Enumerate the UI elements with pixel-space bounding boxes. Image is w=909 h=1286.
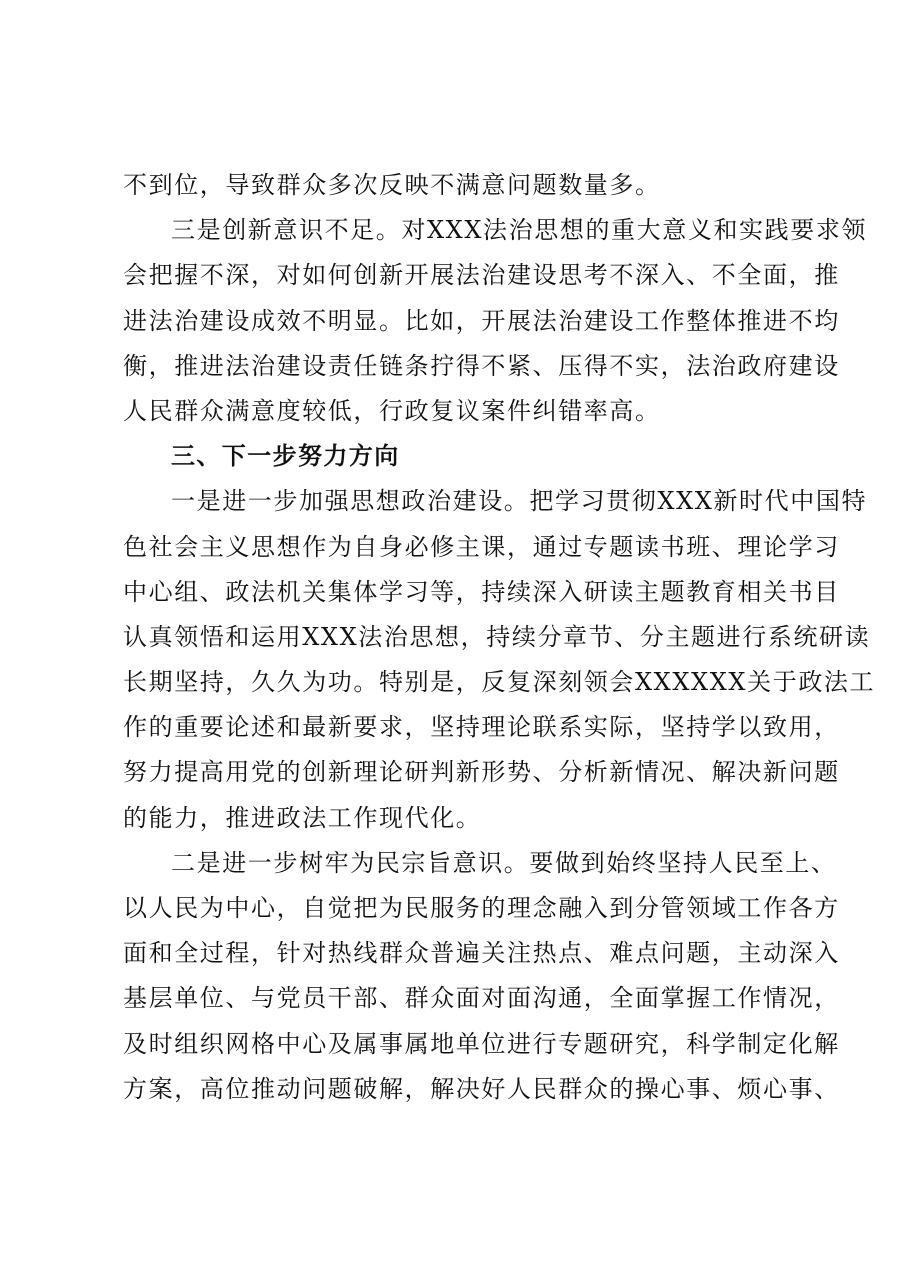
- text-line: 以人民为中心，自觉把为民服务的理念融入到分管领域工作各方: [123, 894, 840, 922]
- text-line: 努力提高用党的创新理论研判新形势、分析新情况、解决新问题: [123, 758, 840, 787]
- text-line: 会把握不深，对如何创新开展法治建设思考不深入、不全面，推: [123, 261, 840, 290]
- text-line: 色社会主义思想作为自身必修主课，通过专题读书班、理论学习: [123, 532, 840, 561]
- text-line: 及时组织网格中心及属事属地单位进行专题研究，科学制定化解: [123, 1029, 840, 1058]
- text-line: 作的重要论述和最新要求，坚持理论联系实际，坚持学以致用，: [123, 713, 840, 742]
- heading-text: 三、下一步努力方向: [171, 442, 400, 471]
- text-line: 三是创新意识不足。对XXX法治思想的重大意义和实践要求领: [171, 216, 868, 245]
- paragraph-innovation-awareness: [123, 208, 868, 434]
- text-line: 面和全过程，针对热线群众普遍关注热点、难点问题，主动深入: [123, 939, 840, 968]
- text-line: 衡，推进法治建设责任链条拧得不紧、压得不实，法治政府建设: [123, 351, 840, 380]
- text-line: 进法治建设成效不明显。比如，开展法治建设工作整体推进不均: [123, 306, 840, 335]
- text-line: 一是进一步加强思想政治建设。把学习贯彻XXX新时代中国特: [171, 487, 868, 516]
- text-line: 的能力，推进政法工作现代化。: [123, 803, 482, 832]
- text-line: 人民群众满意度较低，行政复议案件纠错率高。: [123, 396, 661, 425]
- text-line: 不到位，导致群众多次反映不满意问题数量多。: [123, 171, 661, 199]
- document-body: [123, 163, 876, 1112]
- text-line: 二是进一步树牢为民宗旨意识。要做到始终坚持人民至上、: [171, 848, 837, 877]
- text-line: 基层单位、与党员干部、群众面对面沟通，全面掌握工作情况，: [123, 984, 840, 1013]
- text-line: 中心组、政法机关集体学习等，持续深入研读主题教育相关书目: [123, 577, 840, 606]
- text-line: 方案，高位推动问题破解，解决好人民群众的操心事、烦心事、: [123, 1074, 840, 1103]
- section-heading: [123, 434, 823, 479]
- paragraph-people-service: [123, 841, 840, 1112]
- text-line: 认真领悟和运用XXX法治思想，持续分章节、分主题进行系统研读: [123, 622, 871, 651]
- text-line: 长期坚持，久久为功。特别是，反复深刻领会XXXXXX关于政法工: [123, 668, 876, 697]
- paragraph-continuation: [123, 163, 823, 208]
- paragraph-political-building: [123, 479, 876, 841]
